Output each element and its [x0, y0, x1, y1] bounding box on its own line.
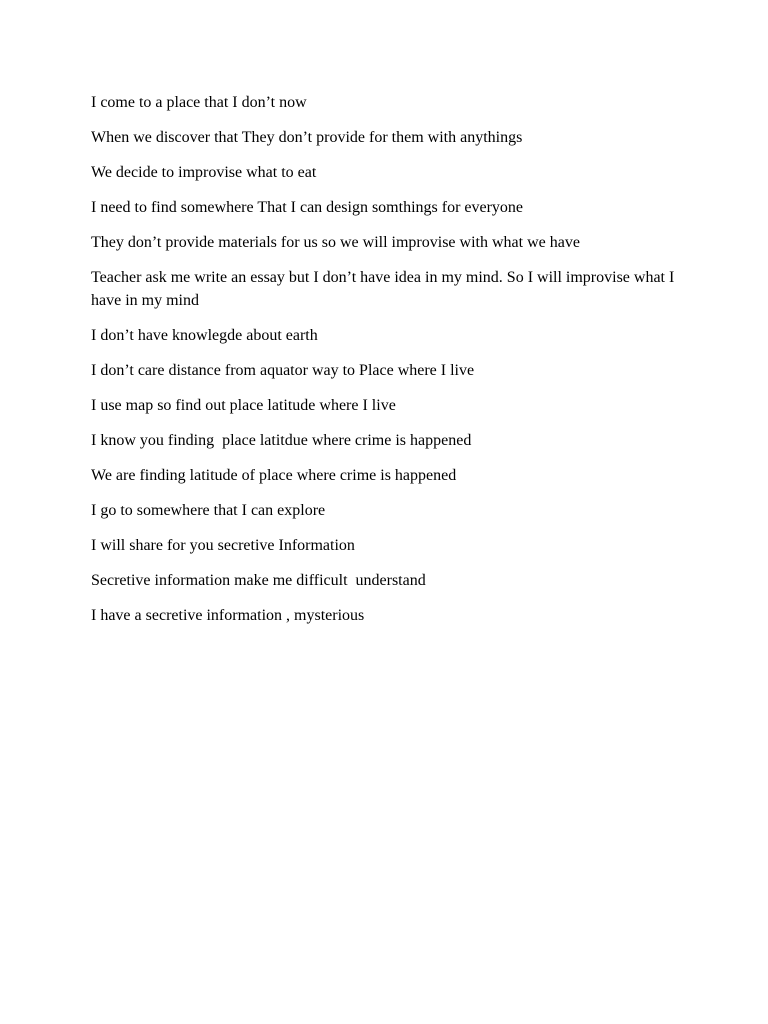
paragraph: I don’t care distance from aquator way to Place where I live — [91, 362, 475, 379]
paragraph: We are finding latitude of place where crime is happened — [91, 467, 457, 484]
paragraph: Secretive information make me difficult understand — [91, 572, 426, 589]
paragraph: I don’t have knowlegde about earth — [91, 327, 318, 344]
paragraph: I come to a place that I don’t now — [91, 94, 307, 111]
paragraph: We decide to improvise what to eat — [91, 164, 317, 181]
paragraph: I use map so find out place latitude where I live — [91, 397, 396, 414]
paragraph: I need to find somewhere That I can design somthings for everyone — [91, 199, 524, 216]
paragraph: I will share for you secretive Information — [91, 537, 355, 554]
paragraph: I know you finding place latitdue where crime is happened — [91, 432, 472, 449]
paragraph: Teacher ask me write an essay but I don’t have idea in my mind. So I will improvise what I have in my mind — [91, 269, 679, 309]
paragraph: I have a secretive information , mysterious — [91, 607, 365, 624]
paragraph: When we discover that They don’t provide for them with anythings — [91, 129, 523, 146]
paragraph: They don’t provide materials for us so we will improvise with what we have — [91, 234, 580, 251]
paragraph: I go to somewhere that I can explore — [91, 502, 326, 519]
